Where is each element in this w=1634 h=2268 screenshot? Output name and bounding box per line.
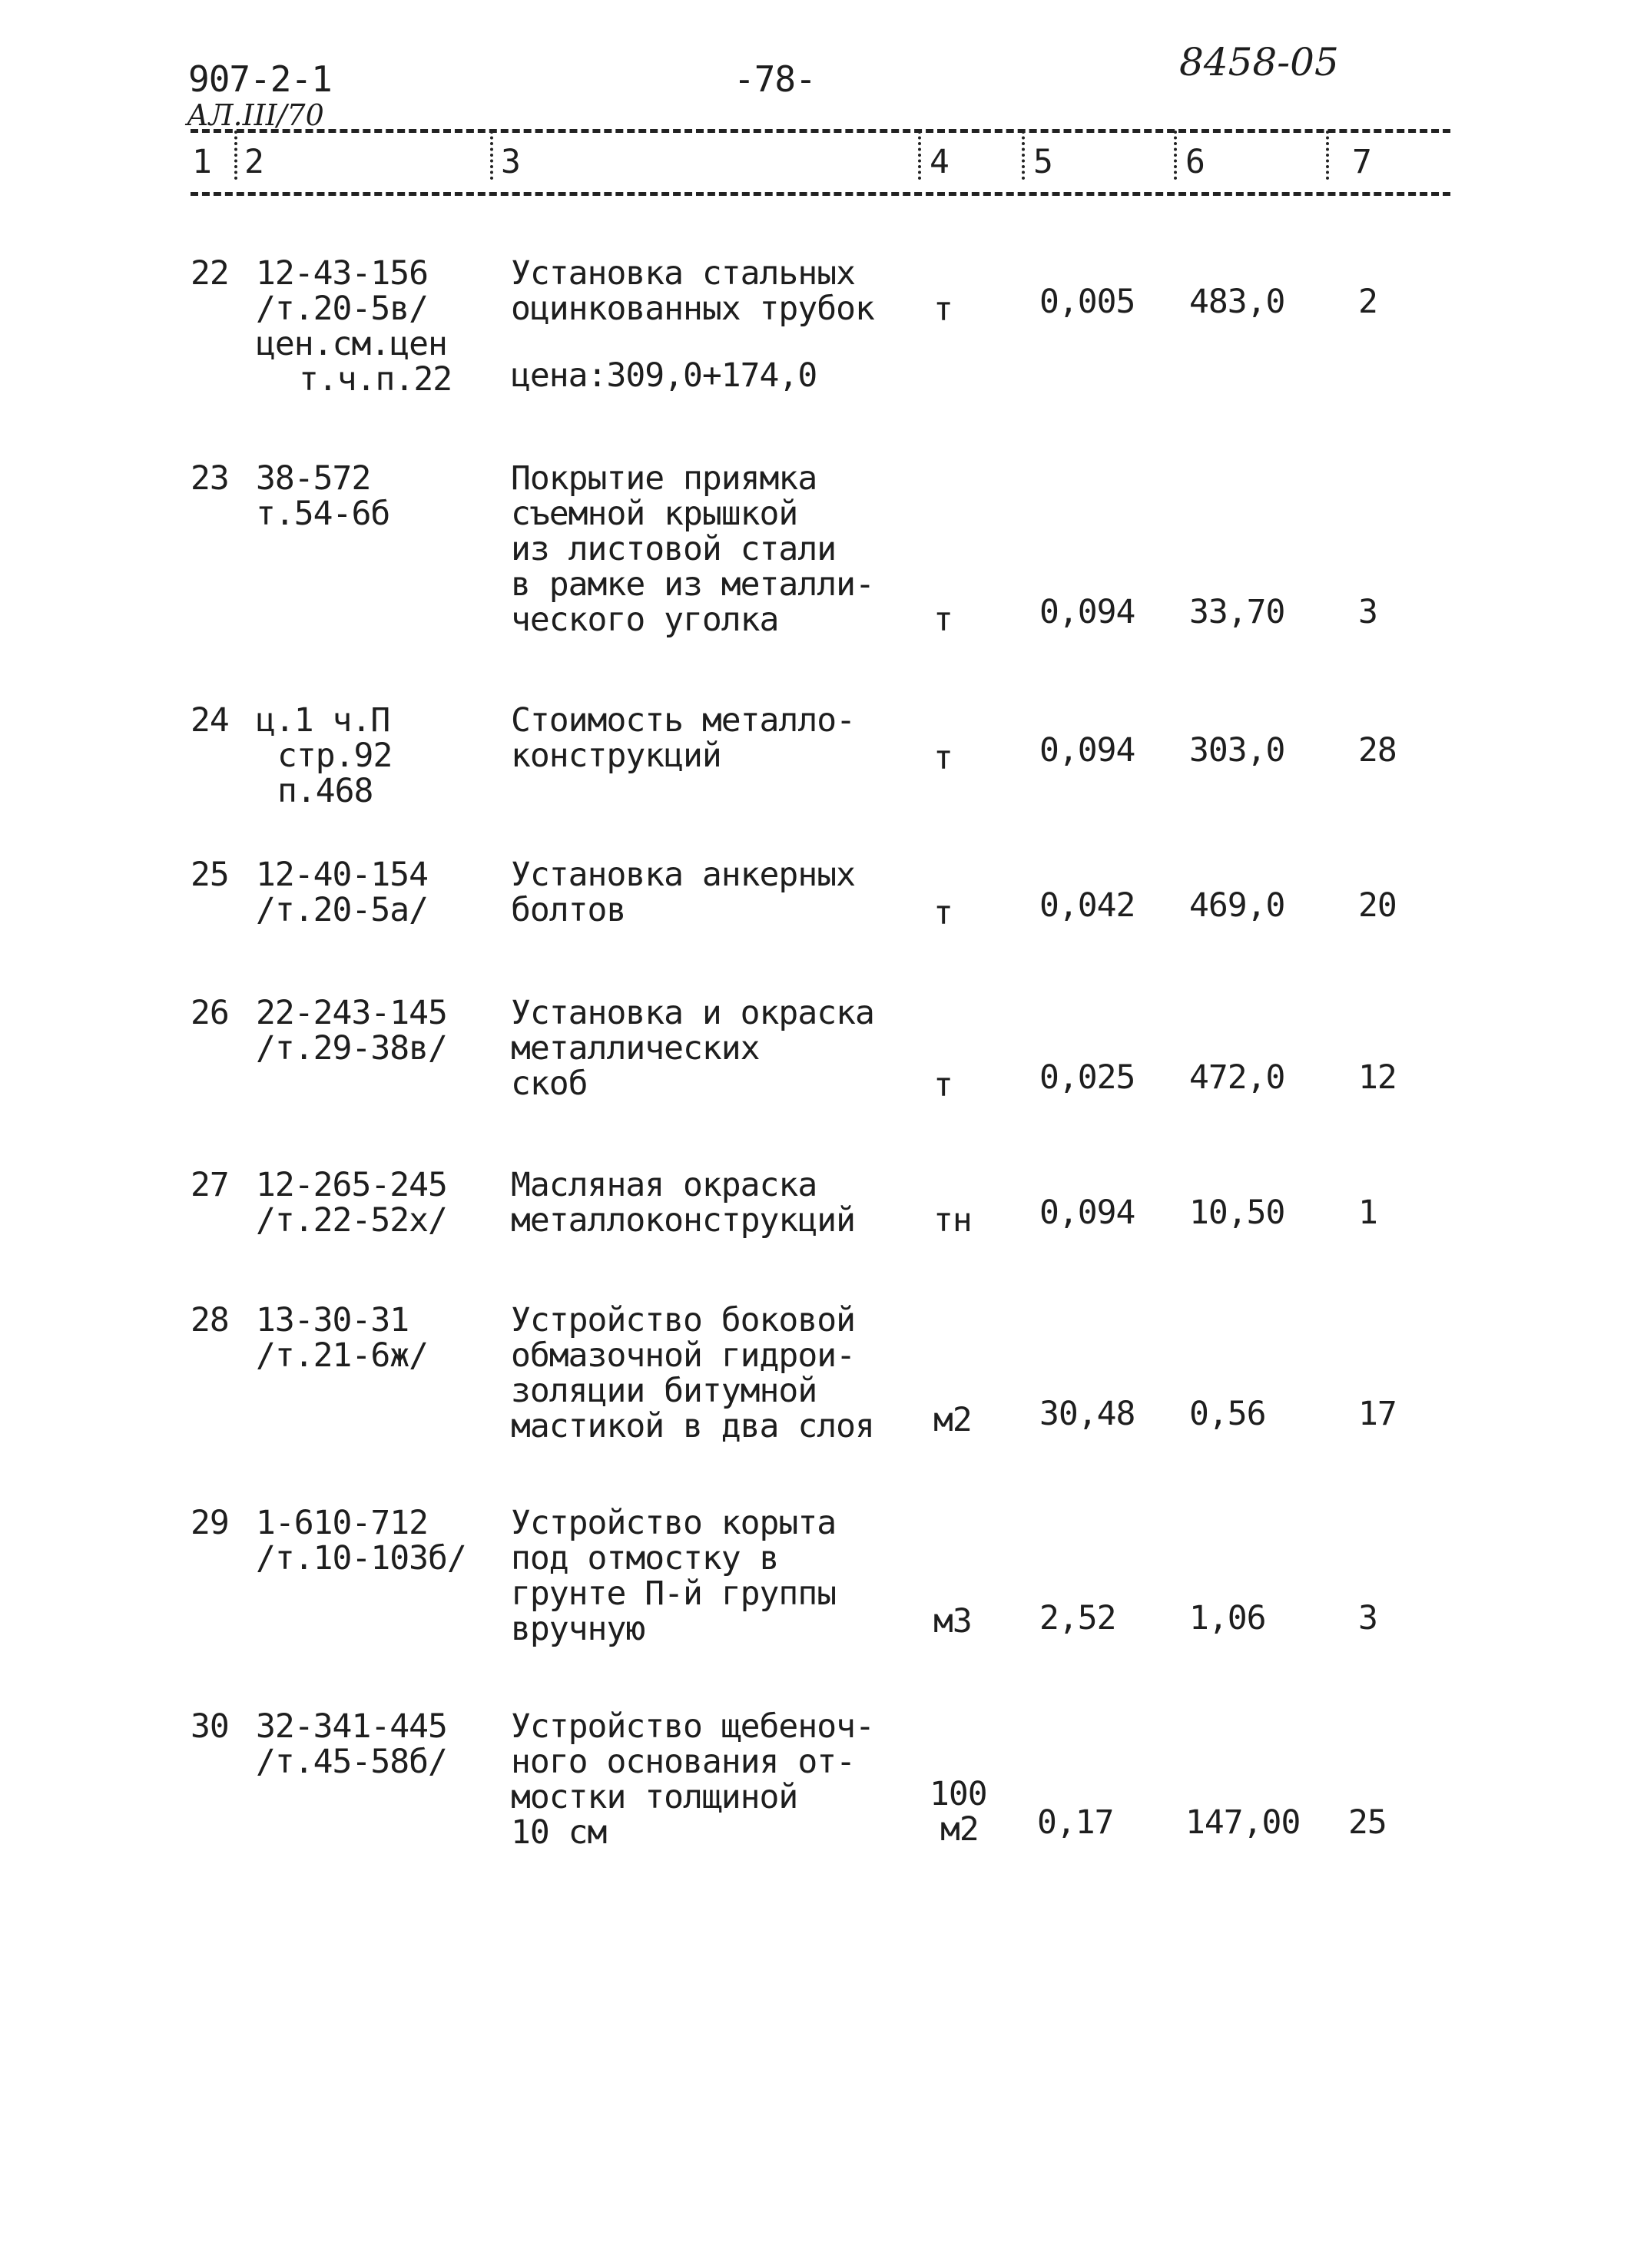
work-description xyxy=(511,703,855,773)
unit-price: 303,0 xyxy=(1189,731,1285,770)
rate-code xyxy=(256,703,392,809)
quantity: 2,52 xyxy=(1039,1599,1116,1637)
rate-code-line: /т.21-6ж/ xyxy=(256,1336,428,1375)
rate-code-line: /т.29-38в/ xyxy=(256,1029,447,1068)
rate-code-line: цен.см.цен xyxy=(256,325,447,363)
work-description xyxy=(511,1303,874,1444)
rate-code-line: 22-243-145 xyxy=(256,994,447,1032)
rate-code xyxy=(256,256,452,397)
column-number: 1 xyxy=(192,143,212,181)
description-line: Установка анкерных xyxy=(511,856,855,894)
description-line: из листовой стали xyxy=(511,530,837,568)
description-line: болтов xyxy=(511,891,626,929)
column-number: 2 xyxy=(244,143,264,181)
total: 3 xyxy=(1358,1599,1377,1637)
unit: м2 xyxy=(933,1401,972,1439)
description-line: Стоимость металло- xyxy=(511,701,855,740)
description-line: Установка и окраска xyxy=(511,994,874,1032)
row-number: 30 xyxy=(191,1707,229,1746)
unit: т xyxy=(933,601,953,639)
quantity: 0,005 xyxy=(1039,283,1135,321)
description-line: скоб xyxy=(511,1064,588,1103)
rate-code xyxy=(256,1505,466,1576)
description-line: металлических xyxy=(511,1029,760,1068)
description-line: металлоконструкций xyxy=(511,1201,855,1240)
rate-code-line: т.54-6б xyxy=(256,495,390,533)
unit-price: 472,0 xyxy=(1189,1058,1285,1097)
column-divider xyxy=(234,131,237,180)
description-line: оцинкованных трубок xyxy=(511,290,874,328)
unit-price: 0,56 xyxy=(1189,1395,1266,1433)
row-number: 28 xyxy=(191,1301,229,1339)
row-number: 29 xyxy=(191,1504,229,1542)
unit: т xyxy=(933,739,953,777)
column-number: 5 xyxy=(1033,143,1053,181)
rate-code-line: стр.92 xyxy=(277,737,393,775)
header-bottom-rule xyxy=(191,192,1450,196)
row-number: 24 xyxy=(191,701,229,740)
unit-price: 10,50 xyxy=(1189,1194,1285,1232)
description-line: Установка стальных xyxy=(511,254,855,293)
rate-code-line: 12-43-156 xyxy=(256,254,428,293)
unit-price: 33,70 xyxy=(1189,593,1285,631)
price-note: цена:309,0+174,0 xyxy=(511,356,817,395)
quantity: 30,48 xyxy=(1039,1395,1135,1433)
column-number: 7 xyxy=(1352,143,1372,181)
column-divider xyxy=(1174,131,1177,180)
rate-code xyxy=(256,857,428,928)
description-line: Устройство боковой xyxy=(511,1301,855,1339)
description-line: съемной крышкой xyxy=(511,495,798,533)
row-number: 23 xyxy=(191,459,229,498)
description-line: мастикой в два слоя xyxy=(511,1407,874,1445)
description-line: Масляная окраска xyxy=(511,1166,817,1204)
description-line: Устройство корыта xyxy=(511,1504,837,1542)
description-line: вручную xyxy=(511,1610,645,1648)
unit: тн xyxy=(933,1201,972,1240)
work-description xyxy=(511,1709,874,1850)
description-line: обмазочной гидрои- xyxy=(511,1336,855,1375)
unit: м3 xyxy=(933,1602,972,1641)
description-line: золяции битумной xyxy=(511,1372,817,1410)
rate-code-line: 13-30-31 xyxy=(256,1301,409,1339)
unit-price: 1,06 xyxy=(1189,1599,1266,1637)
description-line: Устройство щебеноч- xyxy=(511,1707,874,1746)
rate-code-line: /т.10-103б/ xyxy=(256,1539,466,1578)
total: 17 xyxy=(1358,1395,1397,1433)
quantity: 0,025 xyxy=(1039,1058,1135,1097)
rate-code-line: т.ч.п.22 xyxy=(299,360,452,399)
quantity: 0,042 xyxy=(1039,886,1135,925)
description-line: 10 см xyxy=(511,1813,607,1852)
column-divider xyxy=(1022,131,1025,180)
unit: т xyxy=(933,894,953,932)
quantity: 0,17 xyxy=(1037,1803,1114,1842)
unit: т xyxy=(933,290,953,329)
total: 28 xyxy=(1358,731,1397,770)
unit-price: 483,0 xyxy=(1189,283,1285,321)
rate-code-line: п.468 xyxy=(277,772,373,810)
rate-code-line: 12-265-245 xyxy=(256,1166,447,1204)
row-number: 26 xyxy=(191,994,229,1032)
description-line: конструкций xyxy=(511,737,721,775)
quantity: 0,094 xyxy=(1039,1194,1135,1232)
rate-code-line: /т.20-5а/ xyxy=(256,891,428,929)
description-line: в рамке из металли- xyxy=(511,565,874,604)
document-number: 8458-05 xyxy=(1179,40,1339,84)
column-number: 6 xyxy=(1185,143,1205,181)
quantity: 0,094 xyxy=(1039,593,1135,631)
page-number: -78- xyxy=(734,58,816,100)
unit-line: м2 xyxy=(940,1810,979,1849)
rate-code-line: 12-40-154 xyxy=(256,856,428,894)
unit: т xyxy=(933,1066,953,1104)
rate-code-line: /т.20-5в/ xyxy=(256,290,428,328)
description-line: ного основания от- xyxy=(511,1743,855,1781)
column-divider xyxy=(1326,131,1329,180)
row-number: 22 xyxy=(191,254,229,293)
description-line: грунте П-й группы xyxy=(511,1574,837,1613)
work-description xyxy=(511,857,855,928)
row-number: 27 xyxy=(191,1166,229,1204)
column-number: 4 xyxy=(930,143,950,181)
rate-code xyxy=(256,1303,428,1373)
description-line: Покрытие приямка xyxy=(511,459,817,498)
unit-price: 469,0 xyxy=(1189,886,1285,925)
work-description xyxy=(511,995,874,1101)
total: 2 xyxy=(1358,283,1377,321)
rate-code xyxy=(256,461,389,531)
description-line: ческого уголка xyxy=(511,601,779,639)
rate-code-line: /т.45-58б/ xyxy=(256,1743,447,1781)
rate-code-line: 32-341-445 xyxy=(256,1707,447,1746)
work-description xyxy=(511,256,874,326)
total: 25 xyxy=(1348,1803,1387,1842)
column-divider xyxy=(490,131,493,180)
work-description xyxy=(511,1167,855,1238)
unit-line: 100 xyxy=(930,1775,987,1813)
column-number: 3 xyxy=(501,143,521,181)
total: 20 xyxy=(1358,886,1397,925)
rate-code-line: /т.22-52х/ xyxy=(256,1201,447,1240)
row-number: 25 xyxy=(191,856,229,894)
total: 12 xyxy=(1358,1058,1397,1097)
unit xyxy=(930,1776,987,1847)
total: 3 xyxy=(1358,593,1377,631)
total: 1 xyxy=(1358,1194,1377,1232)
rate-code xyxy=(256,1167,447,1238)
quantity: 0,094 xyxy=(1039,731,1135,770)
work-description xyxy=(511,1505,836,1647)
series-number: 907-2-1 xyxy=(188,58,332,100)
work-description xyxy=(511,461,874,637)
rate-code xyxy=(256,1709,447,1780)
description-line: мостки толщиной xyxy=(511,1778,798,1816)
rate-code-line: ц.1 ч.П xyxy=(256,701,390,740)
unit-price: 147,00 xyxy=(1185,1803,1301,1842)
column-divider xyxy=(918,131,921,180)
rate-code xyxy=(256,995,447,1066)
rate-code-line: 1-610-712 xyxy=(256,1504,428,1542)
header-top-rule xyxy=(191,129,1450,133)
rate-code-line: 38-572 xyxy=(256,459,371,498)
description-line: под отмостку в xyxy=(511,1539,779,1578)
album-mark: АЛ.III/70 xyxy=(187,98,324,132)
